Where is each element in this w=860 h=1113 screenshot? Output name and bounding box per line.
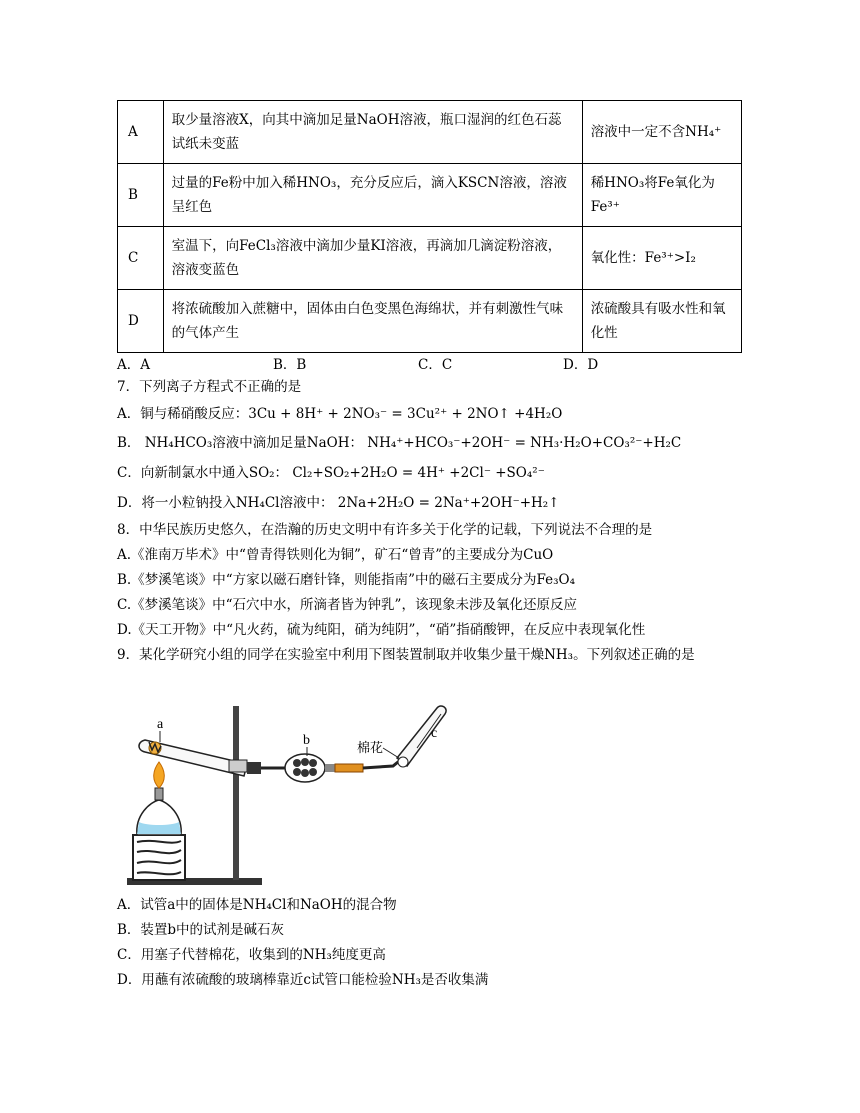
q9-option-b[interactable]: B．装置b中的试剂是碱石灰 [117,922,285,938]
drying-tube-b [285,754,325,782]
wooden-block [133,835,185,880]
alcohol-lamp [137,762,181,835]
q7-option-c[interactable]: C．向新制氯水中通入SO₂： Cl₂+SO₂+2H₂O = 4H⁺ +2Cl⁻ +SO₄²⁻ [117,465,545,481]
choice-c[interactable]: C．C [418,357,453,373]
row-experiment: 取少量溶液X，向其中滴加足量NaOH溶液，瓶口湿润的红色石蕊试纸未变蓝 [163,101,582,164]
row-option: C [118,227,164,290]
q7-option-b[interactable]: B． NH₄HCO₃溶液中滴加足量NaOH： NH₄⁺+HCO₃⁻+2OH⁻ = NH₃·H₂O+CO₃²⁻+H₂C [117,435,682,451]
test-tube-c [397,706,446,767]
label-a: a [157,717,164,732]
cotton-plug [398,757,408,767]
row-conclusion: 稀HNO₃将Fe氧化为Fe³⁺ [582,164,741,227]
q7-option-d[interactable]: D．将一小粒钠投入NH₄Cl溶液中： 2Na+2H₂O = 2Na⁺+2OH⁻+H₂↑ [117,495,560,511]
row-experiment: 室温下，向FeCl₃溶液中滴加少量KI溶液，再滴加几滴淀粉溶液，溶液变蓝色 [163,227,582,290]
q8-option-c[interactable]: C.《梦溪笔谈》中“石穴中水，所滴者皆为钟乳”，该现象未涉及氧化还原反应 [117,597,577,613]
q7-stem: 7．下列离子方程式不正确的是 [117,379,302,395]
table-row [118,227,742,290]
label-c: c [431,726,438,741]
q8-option-d[interactable]: D.《天工开物》中“凡火药，硫为纯阳，硝为纯阴”，“硝”指硝酸钾，在反应中表现氧化性 [117,622,646,638]
stopper [247,762,261,774]
table-row [118,290,742,353]
ammonia-apparatus-diagram [125,700,455,890]
stand-rod [233,706,239,880]
q8-option-a[interactable]: A.《淮南万毕术》中“曾青得铁则化为铜”，矿石“曾青”的主要成分为CuO [117,547,554,563]
q9-option-a[interactable]: A．试管a中的固体是NH₄Cl和NaOH的混合物 [117,897,397,913]
table-row [118,101,742,164]
row-experiment: 过量的Fe粉中加入稀HNO₃，充分反应后，滴入KSCN溶液，溶液呈红色 [163,164,582,227]
label-cotton: 棉花 [357,740,384,755]
q9-option-c[interactable]: C．用塞子代替棉花，收集到的NH₃纯度更高 [117,947,386,963]
q6-options-table [117,100,742,353]
row-conclusion: 氧化性：Fe³⁺>I₂ [582,227,741,290]
row-conclusion: 浓硫酸具有吸水性和氧化性 [582,290,741,353]
choice-a[interactable]: A．A [117,357,150,373]
choice-b[interactable]: B．B [273,357,307,373]
row-option: D [118,290,164,353]
q8-option-b[interactable]: B.《梦溪笔谈》中“方家以磁石磨针锋，则能指南”中的磁石主要成分为Fe₃O₄ [117,572,576,588]
row-conclusion: 溶液中一定不含NH₄⁺ [582,101,741,164]
row-option: A [118,101,164,164]
q9-stem: 9．某化学研究小组的同学在实验室中利用下图装置制取并收集少量干燥NH₃。下列叙述正确的是 [117,647,695,663]
q8-stem: 8．中华民族历史悠久，在浩瀚的历史文明中有许多关于化学的记载，下列说法不合理的是 [117,522,653,538]
choice-d[interactable]: D．D [563,357,599,373]
table-row [118,164,742,227]
rubber-tube [335,764,363,772]
q7-option-a[interactable]: A．铜与稀硝酸反应：3Cu + 8H⁺ + 2NO₃⁻ = 3Cu²⁺ + 2NO↑ +4H₂O [117,406,563,422]
clamp [229,760,247,772]
apparatus-figure [125,700,455,890]
row-option: B [118,164,164,227]
label-b: b [303,733,310,748]
row-experiment: 将浓硫酸加入蔗糖中，固体由白色变黑色海绵状，并有刺激性气味的气体产生 [163,290,582,353]
q9-option-d[interactable]: D．用蘸有浓硫酸的玻璃棒靠近c试管口能检验NH₃是否收集满 [117,972,489,988]
q6-answer-choices [117,356,742,374]
